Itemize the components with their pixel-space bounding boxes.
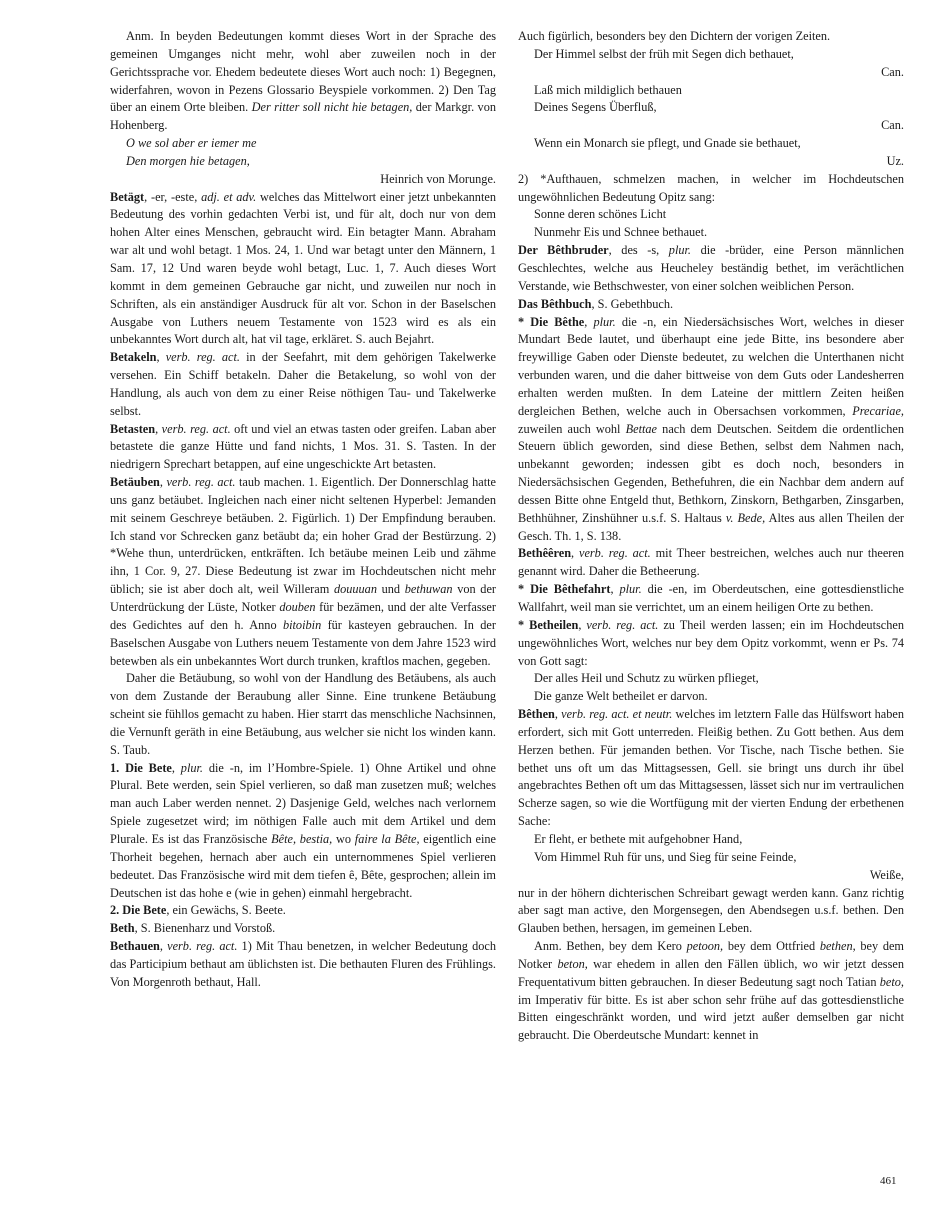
text-run: die -n, ein Niedersächsisches Wort, welches in dieser Mundart Bede lautet, und überhaupt eine jede Bitte, ins besondere aber freywillige Gaben oder Dienste bedeutet, zu welchen die Unterthanen nicht verbunden waren, und die daher bittweise von dem Guts oder Landesherren erhalten werden mußten. In dem Lateine der mittlern Zeiten heißen dergleichen Bethen, welche auch in Obersachsen vorkommen, — [518, 314, 904, 418]
text-run: Weiße, — [869, 867, 904, 882]
entry-headword: * Betheilen — [518, 617, 579, 632]
dictionary-entry — [518, 314, 904, 546]
italic-text: adj. et adv. — [201, 189, 257, 204]
entry-headword: Bethêêren — [518, 546, 572, 561]
text-run: , ein Gewächs, S. Beete. — [166, 903, 286, 918]
paragraph — [110, 670, 496, 759]
text-run: Laß mich mildiglich bethauen — [534, 82, 682, 97]
dictionary-entry — [518, 242, 904, 296]
text-run: , — [156, 350, 166, 365]
text-run: Uz. — [886, 153, 904, 168]
verse-line — [518, 46, 904, 64]
dictionary-entry — [110, 902, 496, 920]
text-run: Der Himmel selbst der früh mit Segen dich bethauet, — [534, 46, 794, 61]
text-run: Nunmehr Eis und Schnee bethauet. — [534, 225, 708, 240]
italic-text: verb. reg. act. — [165, 350, 240, 365]
entry-headword: * Die Bêthe — [518, 314, 585, 329]
left-column — [110, 28, 496, 992]
text-run: taub machen. 1. Eigentlich. Der Donnerschlag hatte uns ganz betäubet. Ingleichen nach einer nicht seltenen Hyperbel: Jemanden mit seinem Geschreye betäuben. 2. Figürlich. 1) Der Empfindung berauben. Ich stand vor Schrecken ganz betäubt da; ein hoher Grad der Bestürzung. 2) *Wehe thun, unterdrücken, entkräften. Ich betäube meinen Leib und zähme ihn, 1 Cor. 9, 27. Diese Bedeutung ist zwar im Hochdeutschen nicht mehr üblich; sie ist aber doch alt, weil Willeram — [110, 475, 496, 597]
italic-text: petoon, — [686, 939, 724, 954]
verse-line — [518, 82, 904, 100]
italic-text: O we sol aber er iemer me — [126, 136, 257, 151]
verse-line — [518, 831, 904, 849]
text-run: , — [571, 546, 579, 561]
dictionary-entry — [518, 296, 904, 314]
dictionary-entry — [110, 189, 496, 350]
text-run: bey dem Notker — [518, 939, 905, 971]
text-run: die -en, im Oberdeutschen, eine gottesdienstliche Wallfahrt, weil man sie verrichtet, um an einem heiligen Orte zu bethen. — [518, 582, 904, 614]
text-run: , des -s, — [608, 243, 669, 258]
text-run: , S. Bienenharz und Vorstoß. — [134, 921, 276, 936]
text-run: , — [578, 617, 587, 632]
text-run: mit Theer bestreichen, welches auch nur theeren genannt wird. Daher die Betheerung. — [518, 546, 905, 579]
paragraph — [518, 885, 904, 939]
dictionary-entry — [110, 349, 496, 420]
text-run: eigentlich eine Thorheit begehen, hernach aber auch ein unternommenes Spiel verlieren bedeutet. Das Französische wird mit dem tiefen ê, Bête, gesprochen; allein im Deutschen ist das hohe e (wie in gehen) einmahl hergebracht. — [110, 831, 496, 900]
text-run: für bezämen, und der alte Verfasser des Gedichtes auf den h. Anno — [110, 600, 496, 632]
dictionary-entry — [110, 920, 496, 938]
paragraph — [518, 938, 904, 1045]
text-run: 1) Mit Thau benetzen, in welcher Bedeutung doch das Participium bethaut am üblichsten ist. Die bethauten Fluren des Frühlings. Von Morgenroth bethaut, Hall. — [110, 939, 496, 989]
text-run: Deines Segens Überfluß, — [534, 100, 657, 115]
verse-line — [518, 688, 904, 706]
entry-headword: Das Bêthbuch — [518, 296, 592, 311]
paragraph — [110, 28, 496, 135]
italic-text: verb. reg. act. — [578, 546, 651, 561]
paragraph — [518, 28, 904, 46]
italic-text: douben — [279, 600, 316, 614]
italic-text: verb. reg. act. et neutr. — [561, 707, 673, 722]
text-run: von der Unterdrückung der Lüste, Notker — [110, 582, 497, 614]
entry-headword: Bethauen — [110, 939, 160, 954]
right-column — [518, 28, 904, 1045]
text-run: Daher die Betäubung, so wohl von der Handlung des Betäubens, als auch von dem Zustande der Beraubung aller Sinne. Eine trunkene Betäubung scheint sie fühllos gemacht zu haben. Hier starrt das menschliche Nachsinnen, die Vernunft geräth in eine Betäubung, aus welcher sie nicht los winden kann. S. Taub. — [110, 671, 496, 757]
verse-attribution — [518, 64, 904, 82]
italic-text: bethen, — [819, 939, 856, 954]
italic-text: verb. reg. act. — [161, 421, 231, 436]
text-run: und — [376, 582, 405, 597]
text-run: Sonne deren schönes Licht — [534, 207, 667, 222]
text-run: im Imperativ für bitte. Es ist aber schon sehr frühe auf das gottesdienstliche Bitten eingeschränkt worden, und wird jetzt außer demselben gar nicht gebraucht. Die Oberdeutsche Mundart: kennet in — [518, 992, 904, 1043]
verse-line — [518, 135, 904, 153]
text-run: Can. — [881, 64, 904, 79]
text-run: Wenn ein Monarch sie pflegt, und Gnade sie bethauet, — [534, 136, 801, 151]
text-run: nur in der höhern dichterischen Schreibart gewagt werden kann. Ganz richtig aber sagt man active, den Morgensegen, den Abendsegen u.s.f. bethen. Den Glauben bethen, hersagen, im gemeinen Leben. — [518, 885, 904, 936]
text-run: 2) *Aufthauen, schmelzen machen, in welcher im Hochdeutschen ungewöhnlichen Bedeutung Opitz sang: — [518, 171, 904, 204]
verse-line — [518, 670, 904, 688]
text-run: bey dem Ottfried — [723, 939, 820, 954]
text-run: der Markgr. von Hohenberg. — [110, 100, 496, 133]
text-run: , S. Gebethbuch. — [591, 296, 674, 311]
dictionary-entry — [110, 760, 496, 903]
text-run: wo — [332, 831, 355, 846]
italic-text: verb. reg. act. — [167, 939, 238, 954]
page-number: 461 — [880, 1175, 897, 1187]
verse-line — [110, 135, 496, 153]
verse-attribution — [110, 171, 496, 189]
verse-line — [518, 849, 904, 867]
dictionary-entry — [518, 581, 904, 617]
entry-headword: Beth — [110, 921, 135, 936]
entry-headword: Betasten — [110, 421, 156, 436]
text-run: Die ganze Welt betheilet er darvon. — [534, 689, 708, 704]
italic-text: Bête, bestia, — [271, 831, 333, 846]
italic-text: plur. — [619, 582, 642, 597]
entry-headword: Betakeln — [110, 350, 157, 365]
dictionary-entry — [110, 421, 496, 475]
verse-attribution — [518, 117, 904, 135]
italic-text: plur. — [593, 314, 616, 329]
italic-text: beton, — [557, 956, 588, 971]
entry-headword: Betäuben — [110, 475, 160, 490]
text-run: welches das Mittelwort einer jetzt unbekannten Bedeutung des vorhin gedachten Verbi ist, und für alt, doch nur von dem hohen Alter eines Menschen, gebraucht wird. Ein betagter Mann. Abraham war alt und wohl betagt. 1 Mos. 24, 1. Und war betagt unter den Männern, 1 Sam. 17, 12 Und waren beyde wohl betagt, Luc. 1, 7. Auch dieses Wort kommt in dem gemeinen Gebrauche gar nicht, und zuweilen nur noch in Schriften, als ein anständiger Ausdruck für alt vor. Schon in der Baselschen Ausgabe von Luthers neuem Testamente von 1523 wird es als ein unbekanntes Wort durch alt, hat vil tage, erkläret. S. auch Bejahrt. — [110, 189, 496, 347]
italic-text: beto, — [879, 974, 904, 989]
dictionary-entry — [110, 474, 496, 670]
text-run: , — [159, 939, 168, 954]
italic-text: plur. — [668, 243, 692, 258]
text-run: war ehedem in allen den Fällen üblich, wo wir jetzt dessen Frequentativum bitten gebrauchen. In dieser Bedeutung sagt noch Tatian — [518, 956, 904, 989]
text-run: für kasteyen gebrauchen. In der Baselschen Ausgabe von Luthers neuem Testamente von dem Jahre 1523 wird betewben als ein unbekanntes Wort durch trunken, kraftlos machen, gegeben. — [110, 617, 496, 668]
text-run: Der alles Heil und Schutz zu würken pflieget, — [534, 671, 759, 686]
text-run: Heinrich von Morunge. — [380, 171, 496, 186]
verse-attribution — [518, 153, 904, 171]
verse-line — [110, 153, 496, 171]
text-run: Vom Himmel Ruh für uns, und Sieg für seine Feinde, — [534, 849, 797, 864]
text-run: Er fleht, er bethete mit aufgehobner Hand, — [534, 831, 743, 846]
italic-text: Precariae, — [852, 403, 904, 418]
italic-text: Den morgen hie betagen, — [126, 153, 250, 168]
text-run: Altes aus allen Theilen der Gesch. Th. 1, S. 138. — [518, 510, 905, 543]
dictionary-entry — [518, 545, 904, 581]
text-run: , — [171, 760, 181, 775]
italic-text: verb. reg. act. — [166, 475, 236, 490]
text-run: zu Theil werden lassen; ein im Hochdeutschen ungewöhnliches Wort, welches nur bey dem Opitz vorkommt, wenn er Ps. 74 von Gott sagt: — [518, 617, 904, 668]
verse-line — [518, 224, 904, 242]
verse-line — [518, 206, 904, 224]
italic-text: faire la Bête, — [354, 831, 420, 846]
italic-text: v. Bede, — [725, 510, 766, 525]
text-run: Anm. In beyden Bedeutungen kommt dieses Wort in der Sprache des gemeinen Umganges nicht mehr, wohl aber zuweilen noch in der Gerichtssprache vor. Ehedem bedeutete dieses Wort auch noch: 1) Begegnen, widerfahren, wovon in Pezens Glossario Beyspiele vorkommen. 2) Den Tag über an einem Orte bleiben. — [110, 29, 496, 115]
italic-text: Der ritter soll nicht hie betagen, — [251, 100, 413, 115]
dictionary-entry — [518, 706, 904, 831]
text-run: , — [584, 314, 594, 329]
text-run: die -n, im l’Hombre-Spiele. 1) Ohne Artikel und ohne Plural. Bete werden, sein Spiel verlieren, so daß man zusetzen muß; welches man auch Laber werden nennet. 2) Dasjenige Geld, welches nach verlornem Spiele zugesetzet wird; im nöthigen Falle auch mit dem Artikel und dem Plurale. Es ist das Französische — [110, 760, 496, 846]
dictionary-entry — [110, 938, 496, 992]
italic-text: verb. reg. act. — [586, 617, 659, 632]
italic-text: bitoibin — [282, 617, 322, 632]
paragraph — [518, 171, 904, 207]
text-run: in der Seefahrt, mit dem gehörigen Takelwerke versehen. Ein Schiff betakeln. Daher die Betakelung, so wohl von der Handlung, als auch von dem zu einer Reise nöthigen Tau- und Takelwerke selbst. — [110, 350, 496, 418]
text-run: , — [155, 421, 162, 436]
text-run: nach dem Deutschen. Seitdem die ordentlichen Steuern üblich geworden, sind diese Bethen, selbst dem Nahmen nach, unbekannt geworden; indessen gibt es doch noch, besonders in Niedersächsischen Gegenden, Bethefuhren, die ein Nachbar dem andern auf dessen Bitte ohne Entgeld thut, Bethkorn, Zinskorn, Bethgarben, Zinsgarben, Bethhühner, Zinshühner u.s.f. S. Haltaus — [518, 421, 904, 525]
italic-text: plur. — [180, 760, 204, 775]
text-run: , -er, -este, — [144, 189, 202, 204]
text-run: , — [554, 707, 562, 722]
italic-text: Bettae — [625, 421, 658, 436]
entry-headword: 2. Die Bete — [110, 903, 167, 918]
text-run: welches im letztern Falle das Hülfswort haben erfordert, sich mit Gott unterreden. Fleißig bethen. Zu Gott bethen. Aus dem Herzen bethen. Für jemanden bethen. Vor Tische, nach Tische bethen. Sie bethet uns oft um das Mittagsessen, Gell. sie bringt uns durch ihr übel angebrachtes Bethen oft um das Mittagsessen, lässet sich nur im vertraulichen Scherze sagen, so wie die Wortfügung mit der vierten Endung der erbethenen Sache: — [518, 707, 905, 829]
dictionary-entry — [518, 617, 904, 671]
text-run: Auch figürlich, besonders bey den Dichtern der vorigen Zeiten. — [518, 29, 831, 43]
text-run: zuweilen auch wohl — [518, 421, 626, 436]
text-run: Anm. Bethen, bey dem Kero — [534, 939, 687, 954]
italic-text: douuuan — [333, 582, 377, 597]
verse-line — [518, 99, 904, 117]
text-run: , — [159, 475, 167, 490]
entry-headword: 1. Die Bete — [110, 760, 172, 775]
entry-headword: Der Bêthbruder — [518, 243, 609, 258]
verse-attribution — [518, 867, 904, 885]
entry-headword: Bêthen — [518, 707, 555, 722]
text-run: Can. — [881, 118, 904, 133]
text-run: oft und viel an etwas tasten oder greifen. Laban aber betastete die ganze Hütte und fand nichts, 1 Mos. 31. S. Tasten. In der niedrigern Sprechart betappen, auf eine ungeschickte Art betasten. — [110, 421, 496, 472]
entry-headword: * Die Bêthefahrt — [518, 582, 611, 597]
entry-headword: Betägt — [110, 189, 145, 204]
text-run: die -brüder, eine Person männlichen Geschlechtes, welche aus Heucheley beständig bethet, im verächtlichen Verstande, wie Bethschwester, von einer solchen weiblichen Person. — [518, 243, 904, 293]
text-run: , — [610, 582, 620, 597]
italic-text: bethuwan — [404, 582, 453, 597]
